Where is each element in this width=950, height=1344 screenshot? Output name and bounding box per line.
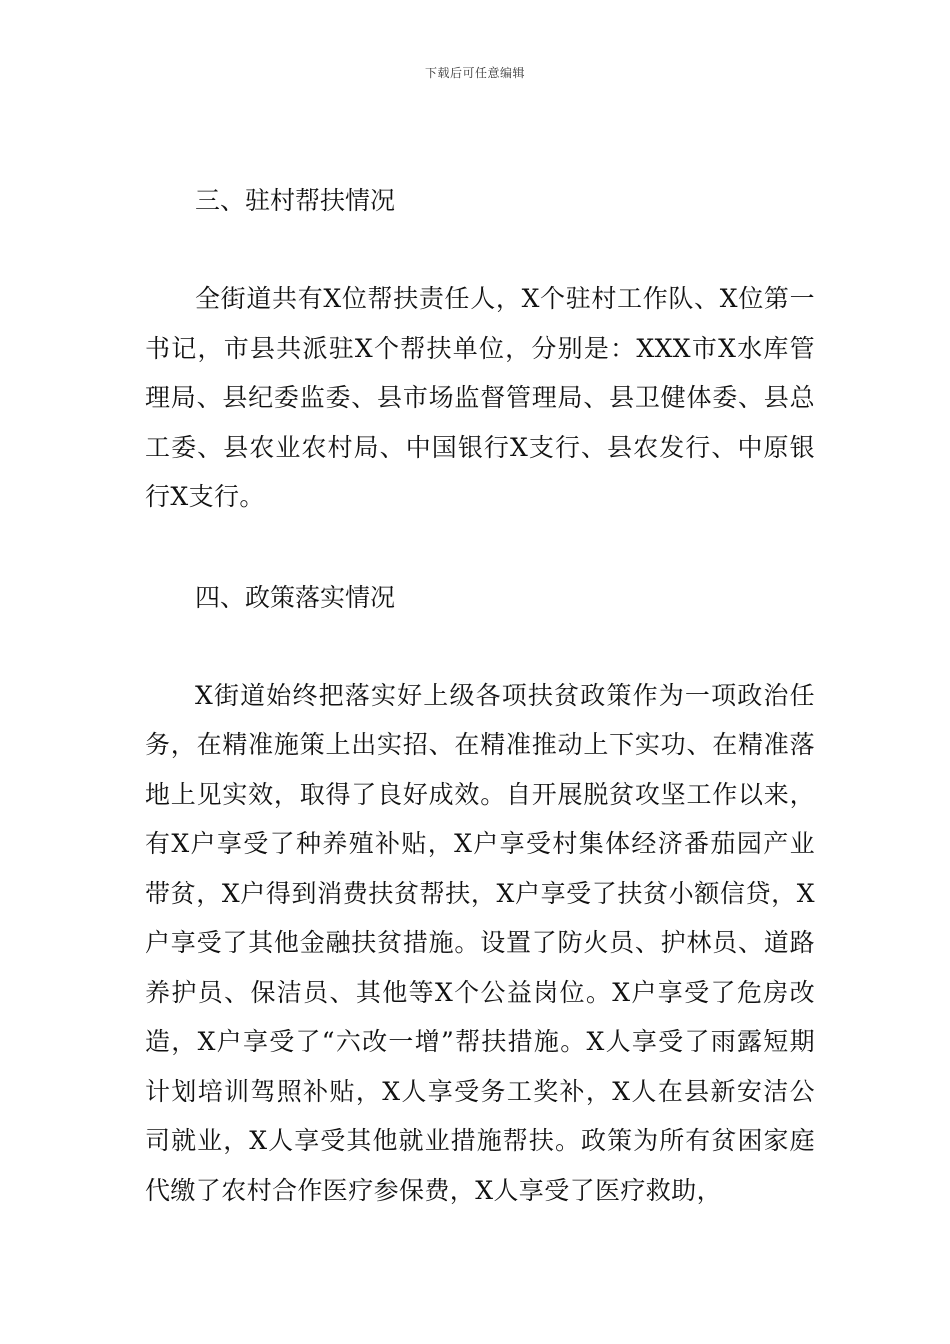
section-heading-village-assistance: 三、驻村帮扶情况: [195, 186, 396, 215]
paragraph-policy-implementation: X街道始终把落实好上级各项扶贫政策作为一项政治任务，在精准施策上出实招、在精准推动上下实功、在精准落地上见实效，取得了良好成效。自开展脱贫攻坚工作以来，有X户享受了种养殖补贴，X户享受村集体经济番茄园产业带贫，X户得到消费扶贫帮扶，X户享受了扶贫小额信贷，X户享受了其他金融扶贫措施。设置了防火员、护林员、道路养护员、保洁员、其他等X个公益岗位。X户享受了危房改造，X户享受了“六改一增”帮扶措施。X人享受了雨露短期计划培训驾照补贴，X人享受务工奖补，X人在县新安洁公司就业，X人享受其他就业措施帮扶。政策为所有贫困家庭代缴了农村合作医疗参保费，X人享受了医疗救助，: [145, 680, 815, 1205]
paragraph-village-assistance: 全街道共有X位帮扶责任人，X个驻村工作队、X位第一书记，市县共派驻X个帮扶单位，分别是：XXX市X水库管理局、县纪委监委、县市场监督管理局、县卫健体委、县总工委、县农业农村局、中国银行X支行、县农发行、中原银行X支行。: [145, 284, 815, 511]
section-heading-policy-implementation: 四、政策落实情况: [195, 582, 396, 612]
document-body: [145, 176, 815, 1215]
page-header: 下载后可任意编辑: [424, 66, 525, 80]
